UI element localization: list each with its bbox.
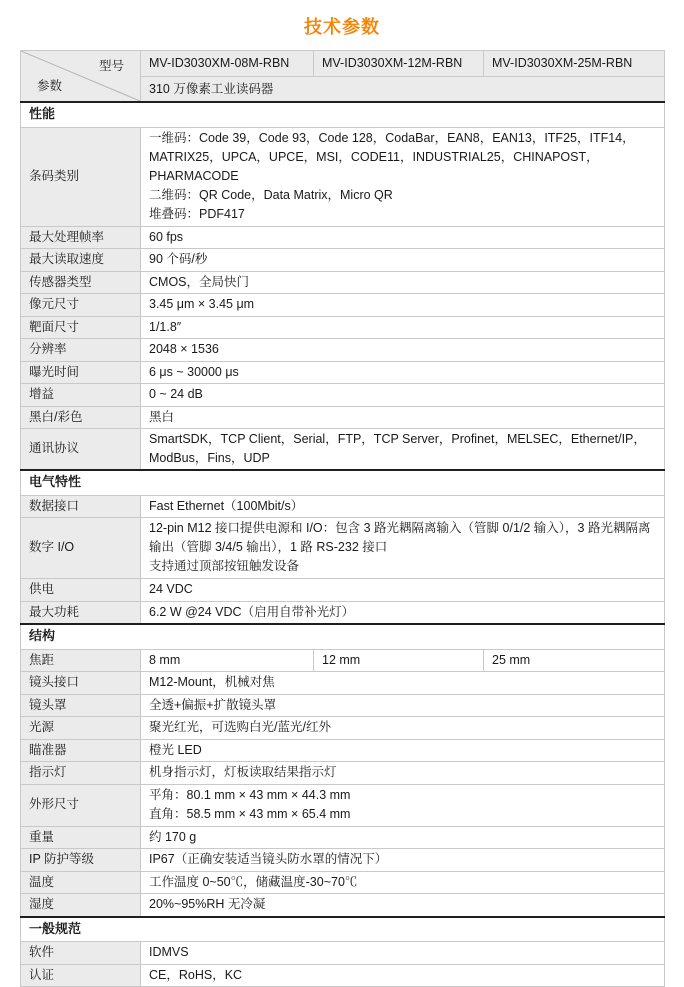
spec-row [21,271,665,294]
spec-value-line: 直角：58.5 mm × 43 mm × 65.4 mm [149,806,351,821]
spec-row [21,249,665,272]
spec-value-cell: 机身指示灯，灯板读取结果指示灯 [141,762,665,785]
spec-value-cell: CE，RoHS，KC [141,964,665,987]
spec-label: 数字 I/O [21,518,141,579]
section-title-row [21,624,665,649]
spec-value-line: 平角：80.1 mm × 43 mm × 44.3 mm [149,787,351,802]
spec-value-cell [141,784,665,826]
spec-row [21,672,665,695]
section-title-row [21,470,665,495]
spec-label: 最大处理帧率 [21,226,141,249]
spec-value-cell: 橙光 LED [141,739,665,762]
spec-label: 通讯协议 [21,429,141,471]
spec-value-cell: 8 mm [141,649,314,672]
spec-label: 传感器类型 [21,271,141,294]
spec-label: 数据接口 [21,495,141,518]
spec-label: 镜头接口 [21,672,141,695]
spec-label: 外形尺寸 [21,784,141,826]
spec-value-cell [141,127,665,226]
spec-label: 镜头罩 [21,694,141,717]
spec-value-line: 12-pin M12 接口提供电源和 I/O：包含 3 路光耦隔离输入（管脚 0/1/2 输入），3 路光耦隔离输出（管脚 3/4/5 输出），1 路 RS-232 接口 [149,521,651,554]
spec-value-cell: 24 VDC [141,579,665,602]
spec-row [21,361,665,384]
spec-value-line: 一维码：Code 39，Code 93，Code 128，CodaBar，EAN8，EAN13，ITF25，ITF14，MATRIX25，UPCA，UPCE，MSI，CODE11，INDUSTRIAL25，CHINAPOST，PHARMACODE [149,130,635,183]
spec-row [21,226,665,249]
spec-row [21,739,665,762]
section-title: 结构 [21,624,665,649]
section-title: 电气特性 [21,470,665,495]
spec-row [21,762,665,785]
spec-row [21,784,665,826]
spec-value-cell: 2048 × 1536 [141,339,665,362]
spec-value-cell: IP67（正确安装适当镜头防水罩的情况下） [141,849,665,872]
spec-label: 认证 [21,964,141,987]
spec-value-cell: 25 mm [484,649,665,672]
section-title: 性能 [21,102,665,127]
model-name-cell: MV-ID3030XM-25M-RBN [484,51,665,77]
spec-value-cell: SmartSDK，TCP Client，Serial，FTP，TCP Server，Profinet，MELSEC，Ethernet/IP，ModBus，Fins，UDP [141,429,665,471]
spec-label: 分辨率 [21,339,141,362]
spec-value-cell: M12-Mount，机械对焦 [141,672,665,695]
spec-value-cell: 全透+偏振+扩散镜头罩 [141,694,665,717]
spec-value-cell [141,518,665,579]
spec-label: 重量 [21,826,141,849]
spec-value-cell: CMOS，全局快门 [141,271,665,294]
spec-label: 软件 [21,942,141,965]
spec-value-cell: 60 fps [141,226,665,249]
spec-label: IP 防护等级 [21,849,141,872]
spec-row [21,406,665,429]
spec-row [21,339,665,362]
spec-value-cell: 6 μs ~ 30000 μs [141,361,665,384]
model-name-cell: MV-ID3030XM-12M-RBN [314,51,484,77]
spec-value-cell: 0 ~ 24 dB [141,384,665,407]
spec-row [21,894,665,917]
spec-row [21,316,665,339]
spec-row [21,871,665,894]
spec-label: 增益 [21,384,141,407]
spec-value-cell: 工作温度 0~50℃，储藏温度-30~70℃ [141,871,665,894]
spec-row [21,717,665,740]
spec-label: 最大读取速度 [21,249,141,272]
spec-value-line: 堆叠码：PDF417 [149,206,245,221]
spec-value-cell: 12 mm [314,649,484,672]
spec-value-cell: 聚光红光，可选购白光/蓝光/红外 [141,717,665,740]
spec-label: 黑白/彩色 [21,406,141,429]
spec-label: 像元尺寸 [21,294,141,317]
section-title: 一般规范 [21,917,665,942]
spec-value-cell: 1/1.8″ [141,316,665,339]
spec-row [21,942,665,965]
spec-row [21,826,665,849]
param-summary-cell: 310 万像素工业读码器 [141,76,665,102]
spec-label: 指示灯 [21,762,141,785]
spec-label: 曝光时间 [21,361,141,384]
model-header-row [21,51,665,77]
corner-cell [21,51,141,103]
spec-value-cell: Fast Ethernet（100Mbit/s） [141,495,665,518]
spec-label: 靶面尺寸 [21,316,141,339]
spec-row [21,649,665,672]
spec-table [20,50,665,987]
spec-label: 供电 [21,579,141,602]
model-name-cell: MV-ID3030XM-08M-RBN [141,51,314,77]
spec-row [21,518,665,579]
spec-label: 温度 [21,871,141,894]
spec-label: 瞄准器 [21,739,141,762]
section-title-row [21,917,665,942]
spec-row [21,384,665,407]
spec-label: 焦距 [21,649,141,672]
spec-row [21,964,665,987]
spec-row [21,429,665,471]
spec-value-line: 支持通过顶部按钮触发设备 [149,559,300,573]
section-title-row [21,102,665,127]
spec-label: 条码类别 [21,127,141,226]
spec-value-cell: 3.45 μm × 3.45 μm [141,294,665,317]
spec-value-cell: 6.2 W @24 VDC（启用自带补光灯） [141,601,665,624]
spec-value-cell: 约 170 g [141,826,665,849]
spec-row [21,294,665,317]
spec-row [21,694,665,717]
spec-value-cell: 20%~95%RH 无冷凝 [141,894,665,917]
spec-row [21,495,665,518]
spec-value-cell: IDMVS [141,942,665,965]
spec-label: 光源 [21,717,141,740]
corner-param-label: 参数 [37,79,63,93]
spec-value-cell: 黑白 [141,406,665,429]
corner-model-label: 型号 [98,59,124,73]
spec-label: 湿度 [21,894,141,917]
spec-value-cell: 90 个码/秒 [141,249,665,272]
spec-row [21,601,665,624]
spec-row [21,127,665,226]
spec-label: 最大功耗 [21,601,141,624]
spec-value-line: 二维码：QR Code，Data Matrix，Micro QR [149,187,393,202]
spec-row [21,579,665,602]
page-title: 技术参数 [304,17,380,37]
